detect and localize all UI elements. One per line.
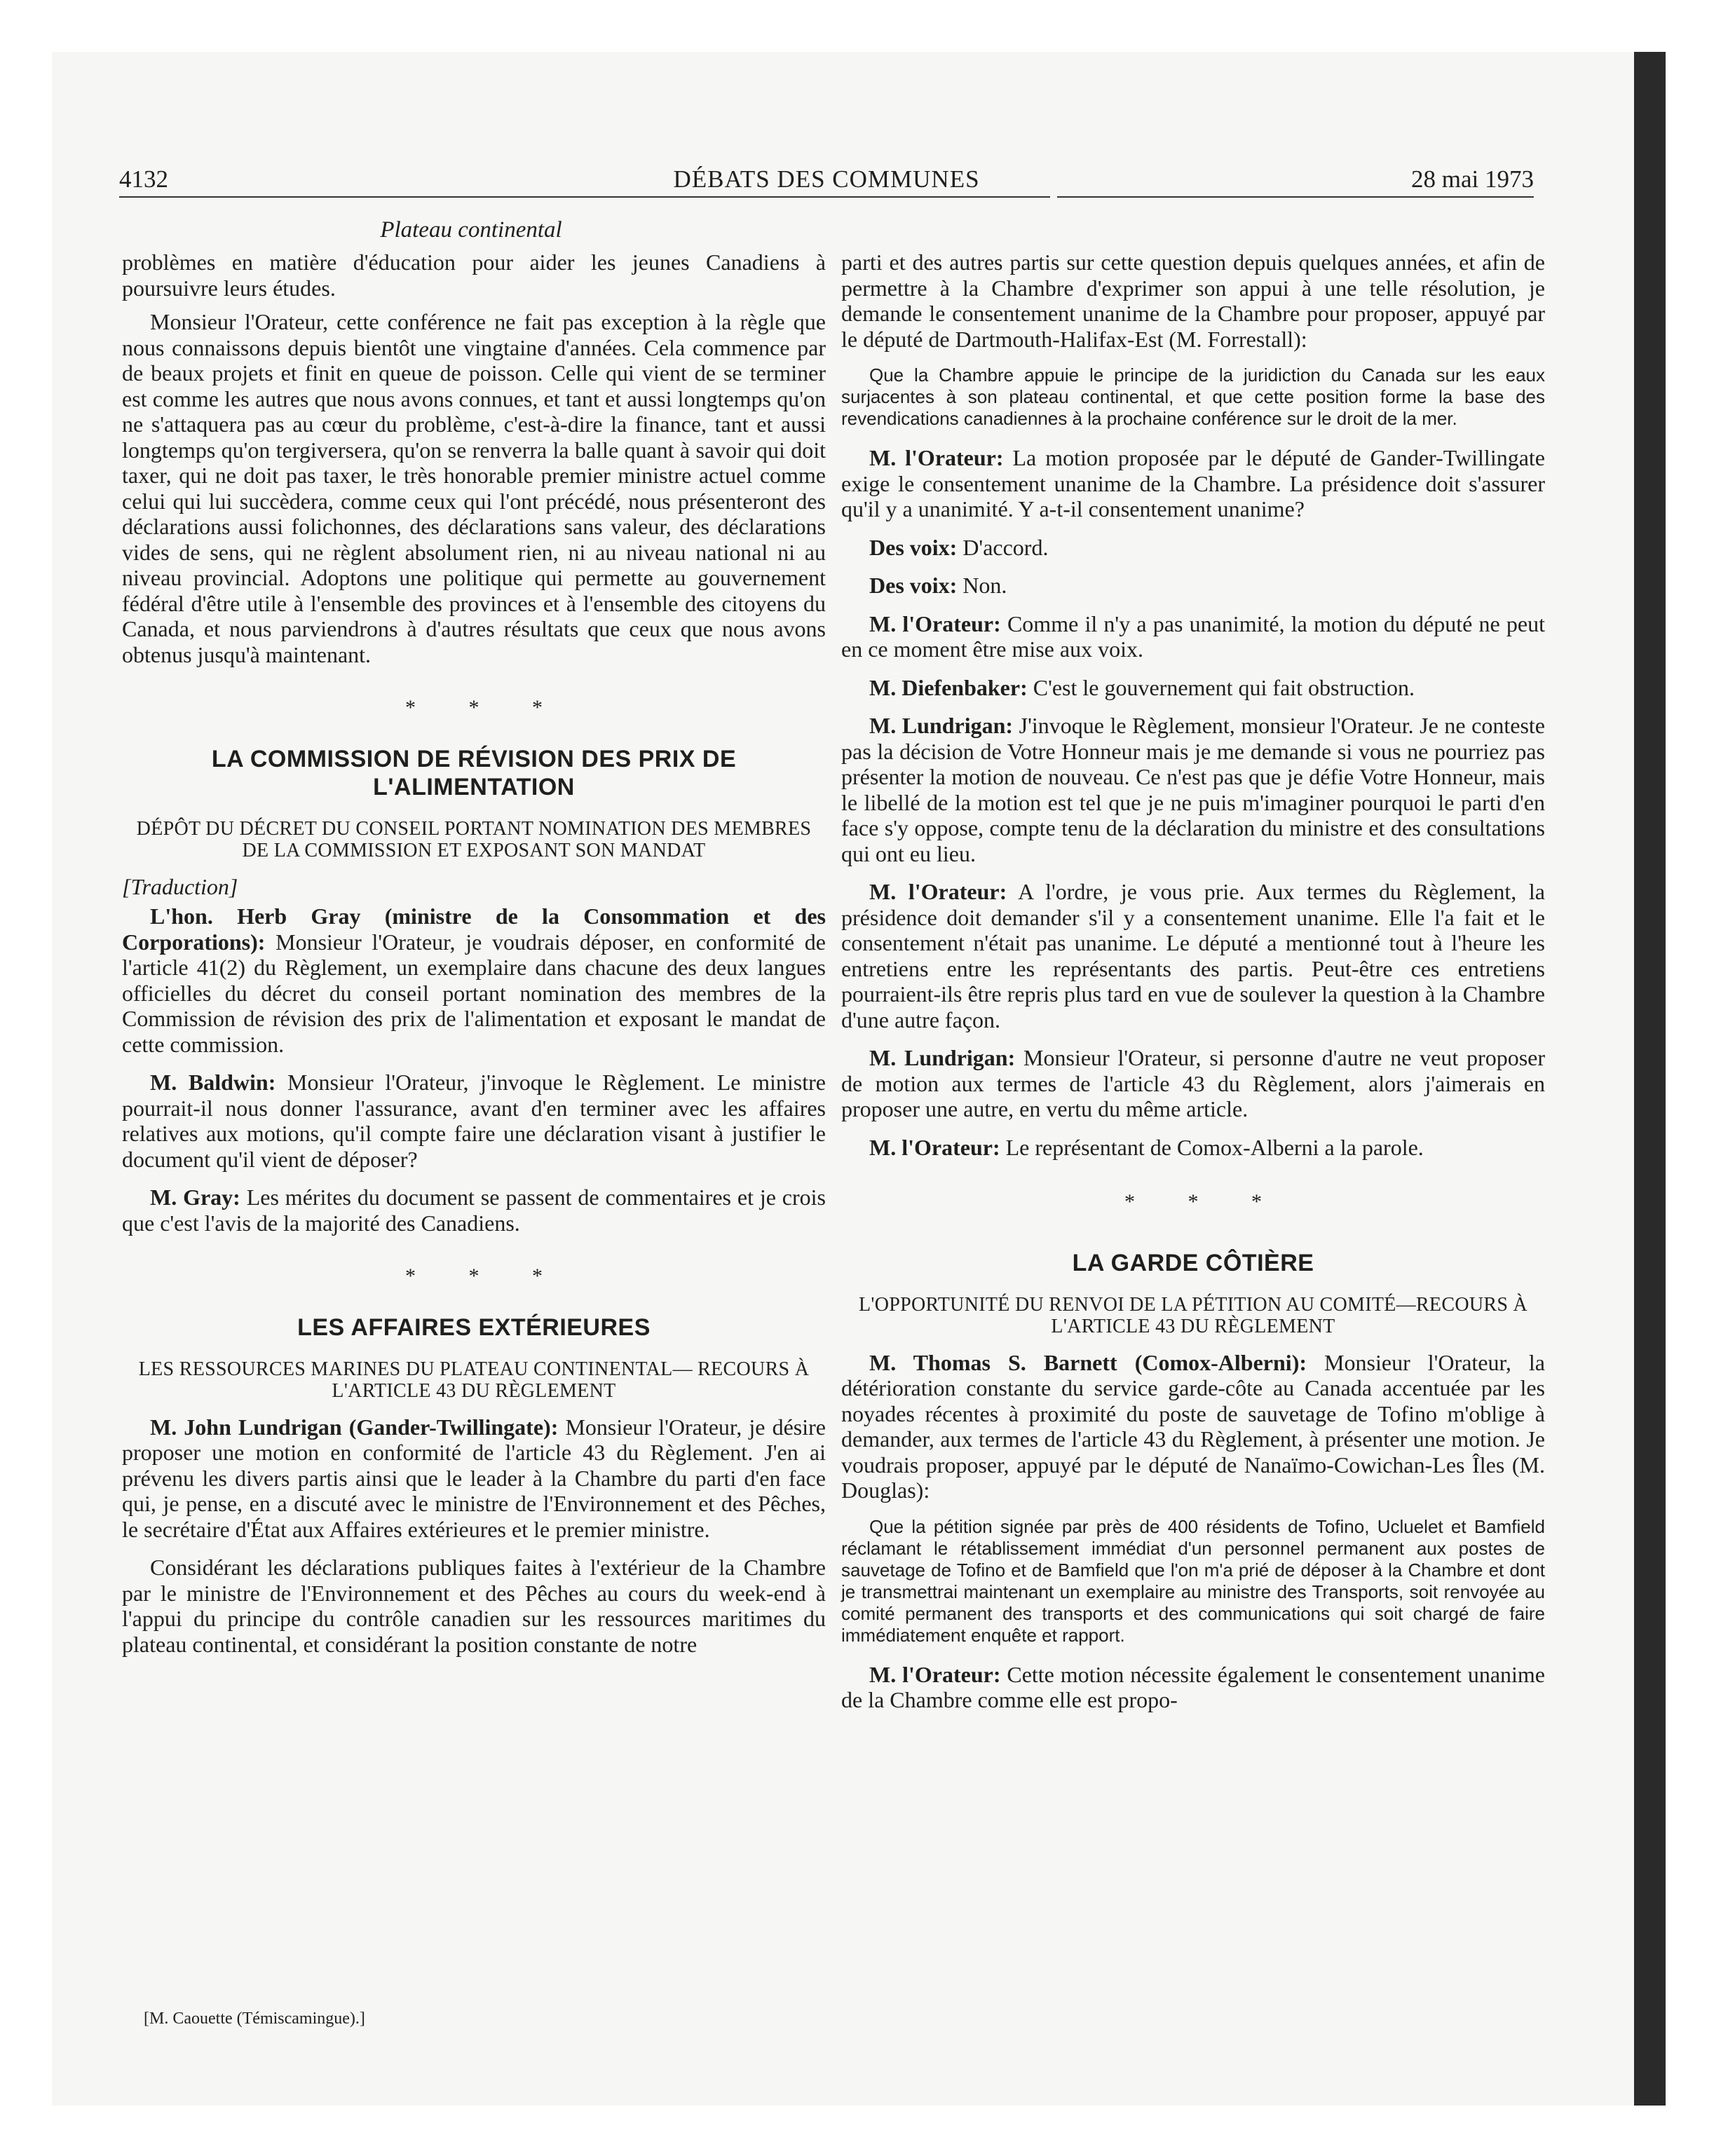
paragraph: parti et des autres partis sur cette question depuis quelques années, et afin de permettre à la Chambre d'exprimer son appui à une telle résolution, je demande le consentement unanime de la Chambre pour proposer, appuyé par le député de Dartmouth-Halifax-Est (M. Forrestall): (841, 250, 1545, 352)
speech-text: Le représentant de Comox-Alberni a la parole. (1000, 1134, 1424, 1160)
speech-text: Monsieur l'Orateur, si personne d'autre ne veut proposer de motion aux termes de l'article 43 du Règlement, alors j'aimerais en proposer une autre, en vertu du même article. (841, 1045, 1546, 1121)
speaker-name: M. Diefenbaker: (869, 674, 1028, 700)
speech (841, 1662, 1545, 1713)
section-heading: LA GARDE CÔTIÈRE (1072, 1249, 1314, 1276)
paragraph: Monsieur l'Orateur, cette conférence ne fait pas exception à la règle que nous connaissons depuis bientôt une vingtaine d'années. Cela commence par de beaux projets et finit en queue de poisson. Celle qui vient de se terminer est comme les autres que nous avons connues, et tant et aussi longtemps qu'on ne s'attaquera pas au cœur du problème, c'est-à-dire la finance, tant et aussi longtemps qu'on tergiversera, qu'on se renverra la balle quant à savoir qui doit taxer, qui ne doit pas taxer, le très honorable premier ministre actuel comme celui qui lui succèdera, comme ceux qui l'ont précédé, nous présenteront des déclarations aussi folichonnes, des déclarations sans valeur, des déclarations vides de sens, qui ne règlent absolument rien, ni au niveau national ni au niveau provincial. Adoptons une politique qui permette au gouvernement fédéral d'être utile à l'ensemble des provinces et à l'ensemble des citoyens du Canada, et nous parviendrons à d'autres résultats que ceux que nous avons obtenus jusqu'à maintenant. (122, 309, 826, 667)
translation-marker: [Traduction] (122, 873, 238, 899)
speech (841, 445, 1545, 522)
speech (841, 1045, 1545, 1122)
speaker-name: M. John Lundrigan (Gander-Twillingate): (150, 1414, 559, 1440)
section-subheading: LES RESSOURCES MARINES DU PLATEAU CONTINENTAL— RECOURS À L'ARTICLE 43 DU RÈGLEMENT (138, 1358, 810, 1402)
issue-date: 28 mai 1973 (1411, 165, 1534, 193)
speech-text: Non. (957, 573, 1007, 598)
speaker-name: M. l'Orateur: (869, 879, 1007, 904)
section-separator: * * * (405, 696, 566, 719)
speaker-name: M. Lundrigan: (869, 713, 1014, 738)
speaker-name: M. Thomas S. Barnett (Comox-Alberni): (869, 1349, 1307, 1375)
footer-note: [M. Caouette (Témiscamingue).] (144, 2010, 365, 2028)
speech (122, 1414, 826, 1543)
speech (122, 1185, 826, 1236)
speech (841, 713, 1545, 866)
speaker-name: M. Gray: (150, 1185, 240, 1210)
right-column (841, 250, 1545, 1726)
section-subheading: L'OPPORTUNITÉ DU RENVOI DE LA PÉTITION AU COMITÉ—RECOURS À L'ARTICLE 43 DU RÈGLEMENT (858, 1293, 1528, 1337)
speaker-name: M. l'Orateur: (869, 1661, 1001, 1687)
left-column (122, 250, 826, 1670)
speaker-name: M. l'Orateur: (869, 610, 1001, 636)
speech (841, 879, 1545, 1032)
speech-text: C'est le gouvernement qui fait obstruction. (1027, 674, 1415, 700)
speech-text: A l'ordre, je vous prie. Aux termes du Règlement, la présidence doit demander s'il y a consentement unanime. Elle l'a fait et le consentement n'était pas unanime. Le député a mentionné tout à l'heure les entretiens entre les représentants des partis. Peut-être ces entretiens pourraient-ils être repris plus tard en vue de soulever la question à la Chambre d'une autre façon. (841, 879, 1546, 1032)
speech (122, 903, 826, 1057)
speech (841, 611, 1545, 662)
running-header (119, 163, 1534, 196)
motion-text: Que la Chambre appuie le principe de la juridiction du Canada sur les eaux surjacentes à son plateau continental, et que cette position forme la base des revendications canadiennes à la prochaine conférence sur le droit de la mer. (841, 364, 1545, 429)
speech-text: Monsieur l'Orateur, j'invoque le Règlement. Le ministre pourrait-il nous donner l'assurance, avant d'en terminer avec les affaires relatives aux motions, qu'il compte faire une déclaration visant à justifier le document qu'il vient de déposer? (122, 1070, 826, 1172)
section-heading: LES AFFAIRES EXTÉRIEURES (297, 1314, 651, 1341)
section-separator: * * * (405, 1264, 566, 1288)
speech-text: J'invoque le Règlement, monsieur l'Orateur. Je ne conteste pas la décision de Votre Honneur mais je me demande si vous ne pourriez pas présenter la motion de nouveau. Ce n'est pas que je défie Votre Honneur, mais le libellé de la motion est tel que je ne puis m'imaginer pourquoi le parti d'en face s'y oppose, compte tenu de la déclaration du ministre et des consultations qui ont eu lieu. (841, 713, 1546, 866)
page-number: 4132 (119, 165, 168, 193)
speech (841, 675, 1545, 701)
subject-line: Plateau continental (380, 217, 562, 243)
publication-title: DÉBATS DES COMMUNES (673, 165, 980, 193)
speech-text: Comme il n'y a pas unanimité, la motion du député ne peut en ce moment être mise aux voix. (841, 610, 1546, 662)
speech (841, 535, 1545, 561)
speaker-name: Des voix: (869, 534, 958, 560)
header-rule-left (119, 196, 1050, 198)
speech-text: La motion proposée par le député de Gander-Twillingate exige le consentement unanime de la Chambre. La présidence doit s'assurer qu'il y a unanimité. Y a-t-il consentement unanime? (841, 445, 1546, 521)
speech-text: Monsieur l'Orateur, je voudrais déposer, en conformité de l'article 41(2) du Règlement, un exemplaire dans chacune des deux langues officielles du décret du conseil portant nomination des membres de la Commission de révision des prix de l'alimentation et exposant le mandat de cette commission. (122, 929, 826, 1057)
section-subheading: DÉPÔT DU DÉCRET DU CONSEIL PORTANT NOMINATION DES MEMBRES DE LA COMMISSION ET EXPOSANT SON MANDAT (136, 817, 812, 861)
speaker-name: M. Lundrigan: (869, 1045, 1016, 1070)
section-separator: * * * (1124, 1190, 1286, 1213)
speech-text: Monsieur l'Orateur, je désire proposer une motion en conformité de l'article 43 du Règlement. J'en ai prévenu les divers partis ainsi que le leader à la Chambre du parti d'en face qui, je pense, en a discuté avec le ministre de l'Environnement et des Pêches, le secrétaire d'État aux Affaires extérieures et le premier ministre. (122, 1414, 826, 1542)
paragraph: problèmes en matière d'éducation pour aider les jeunes Canadiens à poursuivre leurs études. (122, 250, 826, 301)
speech (122, 1070, 826, 1172)
section-heading: LA COMMISSION DE RÉVISION DES PRIX DE L'ALIMENTATION (211, 745, 737, 800)
speech-text: Monsieur l'Orateur, la détérioration constante du service garde-côte au Canada accentuée par les noyades récentes à proximité du poste de sauvetage de Tofino m'oblige à demander, aux termes de l'article 43 du Règlement, à présenter une motion. Je voudrais proposer, appuyé par le député de Nanaïmo-Cowichan-Les Îles (M. Douglas): (841, 1349, 1546, 1503)
speech-text: Les mérites du document se passent de commentaires et je crois que c'est l'avis de la majorité des Canadiens. (122, 1185, 826, 1236)
speaker-name: M. l'Orateur: (869, 445, 1004, 470)
speech-text: Cette motion nécessite également le consentement unanime de la Chambre comme elle est propo- (841, 1661, 1545, 1712)
motion-text: Que la pétition signée par près de 400 résidents de Tofino, Ucluelet et Bamfield réclamant le rétablissement immédiat d'un personnel permanent aux postes de sauvetage de Tofino et de Bamfield que l'on m'a prié de déposer à la Chambre et dont je transmettrai maintenant un exemplaire au ministre des Transports, soit renvoyée au comité permanent des transports et des communications qui soit chargé de faire immédiatement enquête et rapport. (841, 1515, 1545, 1646)
speaker-name: M. l'Orateur: (869, 1134, 1000, 1160)
speech (841, 573, 1545, 599)
speech-text: D'accord. (957, 534, 1049, 560)
paragraph: Considérant les déclarations publiques faites à l'extérieur de la Chambre par le ministre de l'Environnement et des Pêches au cours du week-end à l'appui du principe du contrôle canadien sur les ressources maritimes du plateau continental, et considérant la position constante de notre (122, 1555, 826, 1657)
header-rule-right (1057, 196, 1534, 198)
speech (841, 1135, 1545, 1161)
speaker-name: Des voix: (869, 573, 958, 598)
speaker-name: L'hon. Herb Gray (ministre de la Consommation et des Corporations): (122, 903, 826, 955)
scan-edge-bar (1634, 52, 1666, 2106)
speech (841, 1350, 1545, 1503)
speaker-name: M. Baldwin: (150, 1070, 276, 1095)
